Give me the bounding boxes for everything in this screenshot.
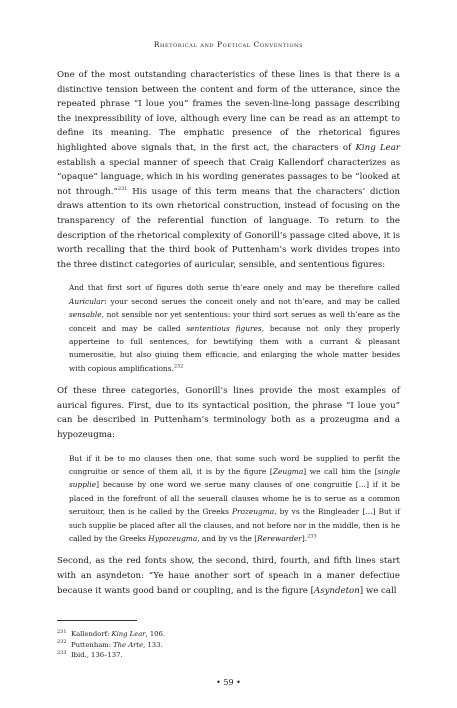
italic-term: sententious figures (186, 323, 262, 333)
footnote-ref[interactable]: 233 (307, 533, 317, 540)
italic-term: sensable (69, 310, 102, 320)
running-head: Rhetorical and Poetical Conventions (153, 40, 304, 49)
page-number: • 59 • (216, 678, 241, 687)
footnote-text: Kallendorf: (71, 630, 112, 638)
text-run: But if it be to mo clauses then one, that some such word be supplied to perfit the congruitie or sence of them all, it is by the figure [ (69, 453, 400, 476)
paragraph-2 (57, 384, 400, 442)
footnote-italic: The Arte (113, 640, 144, 649)
footnote-text: Ibid., 136–137. (71, 651, 123, 660)
footnote-ref[interactable]: 231 (117, 185, 128, 192)
text-run: ] we call (359, 585, 397, 596)
italic-term: single supplie (69, 466, 400, 490)
footnote-italic: King Lear (111, 630, 146, 638)
main-text (57, 68, 400, 598)
footnote-text: , 133. (143, 640, 163, 649)
footnote-ref[interactable]: 232 (173, 363, 184, 370)
italic-term: Asyndeton (313, 585, 360, 596)
italic-term: Auricular (69, 296, 105, 306)
text-run: , not sensible nor yet sententious: your third sort serues as well th’eare as the conceit and may be called (69, 310, 400, 333)
block-quote-2 (69, 452, 400, 546)
italic-term: Prozeugma (232, 507, 275, 517)
text-run: , by vs the Ringleader […] But if such supplie be placed after all the clauses, and not before nor in the middle, then is he called by the Greeks (69, 507, 400, 543)
footnote-232: 232 Puttenham: The Arte, 133. (57, 639, 163, 649)
italic-term: Zeugma (272, 466, 304, 476)
text-run: Second, as the red fonts show, the second, third, fourth, and fifth lines start with an asyndeton: “Ye haue another sort of speach in a maner defectiue because it wants good band or coupling, and is the figure [ (57, 556, 400, 596)
text-run: And that first sort of figures doth serue th’eare onely and may be therefore called (69, 283, 400, 293)
italic-title: King Lear (355, 142, 400, 153)
text-run: , and by vs the [ (197, 533, 258, 543)
italic-term: Hypozeugma (148, 533, 198, 543)
footnote-233: 233 Ibid., 136–137. (57, 649, 123, 660)
footnotes (57, 629, 400, 661)
footnote-text: , 106. (145, 630, 165, 638)
text-run: One of the most outstanding characteristics of these lines is that there is a distinctive tension between the content and form of the utterance, since the repeated phrase “I loue you” frames the seven-line-long passage describing the inexpressibility of love, although every line can be read as an attempt to define its meaning. The emphatic presence of the rhetorical figures highlighted above signals that, in the first act, the characters of (57, 70, 400, 153)
text-run: ] because by one word we serue many clauses of one congruitie […] if it be placed in the forefront of all the seuerall clauses whome he is to serue as a common seruitour, then is he called by the Greeks (69, 480, 400, 517)
text-run: ]. (301, 533, 308, 543)
block-quote-1 (69, 281, 400, 375)
paragraph-3 (57, 554, 400, 598)
text-run: ] we call him the [ (303, 466, 378, 476)
footnote-text: Puttenham: (71, 640, 114, 649)
text-run: His usage of this term means that the characters’ diction draws attention to its own rhetorical construction, instead of focusing on the transparency of the referential function of language. To return to the description of the rhetorical complexity of Gonorill’s passage cited above, it is worth recalling that the third book of Puttenham’s work divides tropes into the three distinct categories of auricular, sensible, and sententious figures: (57, 186, 400, 270)
text-run: : your second serues the conceit onely and not th’eare, and may be called (104, 296, 400, 306)
paragraph-1 (57, 68, 400, 272)
italic-term: Rerewarder (257, 533, 302, 543)
text-run: , because not only they properly apperteine to full sentences, for bewtifying them with a currant & pleasant numerositie, but also giuing them efficacie, and enlarging the whole matter besides with copious amplifications. (69, 323, 400, 373)
footnote-231: 231 Kallendorf: King Lear, 106. (57, 628, 165, 638)
text-run: Of these three categories, Gonorill’s lines provide the most examples of aurical figures. First, due to its syntactical position, the phrase “I loue you” can be described in Puttenham’s terminology both as a prozeugma and a hypozeugma: (57, 386, 400, 440)
footnote-divider (57, 620, 137, 621)
text-run: establish a special manner of speech that Craig Kallendorf characterizes as “opaque” language, which in his wording generates passages to be “looked at not through.” (57, 157, 400, 197)
